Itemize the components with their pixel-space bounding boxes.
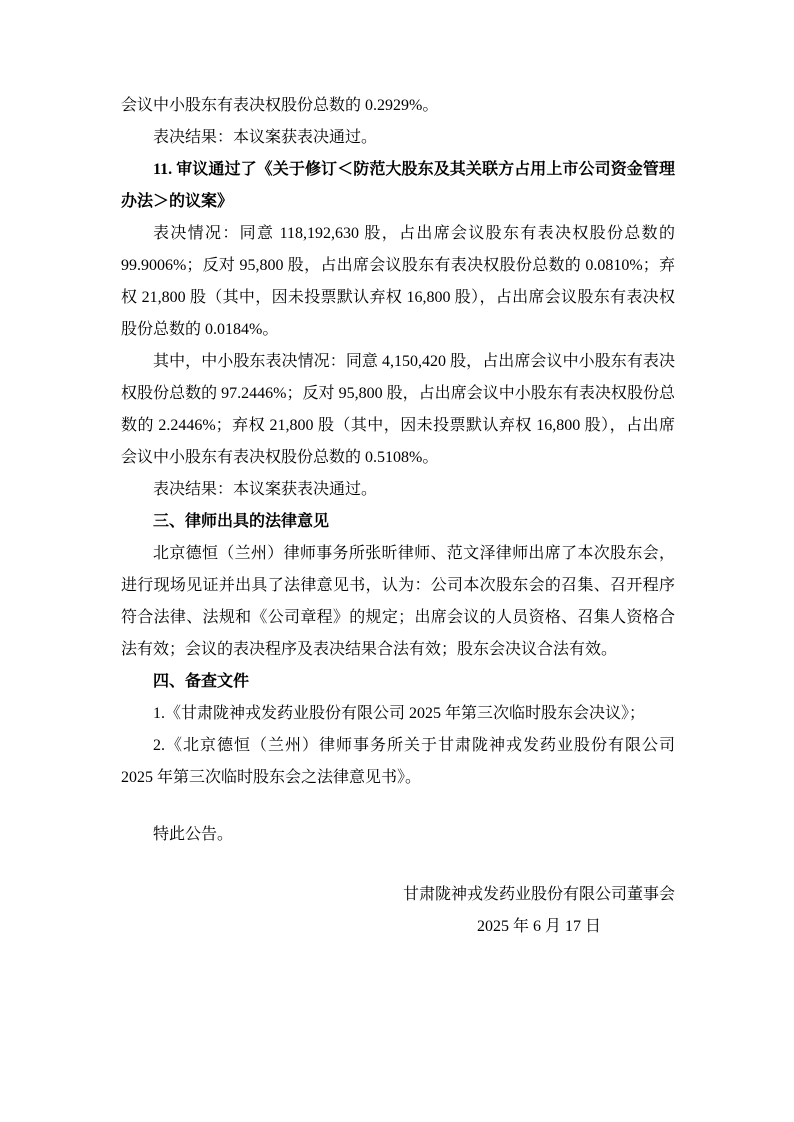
paragraph-closing-announcement: 特此公告。 [153,826,234,843]
signature-block [121,879,675,943]
paragraph-vote-details-all-shareholders: 表决情况：同意 118,192,630 股，占出席会议股东有表决权股份总数的 99.9006%；反对 95,800 股，占出席会议股东有表决权股份总数的 0.0810%；弃权 21,800 股（其中，因未投票默认弃权 16,800 股），占出席会议股东有表决权股份总数的 0.0184%。 [121,225,675,338]
paragraph-vote-details-minority-shareholders: 其中，中小股东表决情况：同意 4,150,420 股，占出席会议中小股东有表决权股份总数的 97.2446%；反对 95,800 股，占出席会议中小股东有表决权股份总数的 2.2446%；弃权 21,800 股（其中，因未投票默认弃权 16,800 股），占出席会议中小股东有表决权股份总数的 0.5108%。 [121,353,675,466]
paragraph-reference-document-2: 2.《北京德恒（兰州）律师事务所关于甘肃陇神戎发药业股份有限公司 2025 年第三次临时股东会之法律意见书》。 [121,737,675,786]
heading-section-4-reference-documents: 四、备查文件 [153,673,250,690]
paragraph-reference-document-1: 1.《甘肃陇神戎发药业股份有限公司 2025 年第三次临时股东会决议》； [153,705,646,722]
heading-proposal-11: 11. 审议通过了《关于修订＜防范大股东及其关联方占用上市公司资金管理办法＞的议案》 [121,161,675,210]
signature-company-name: 甘肃陇神戎发药业股份有限公司董事会 [402,886,675,903]
paragraph-minority-percentage-continuation: 会议中小股东有表决权股份总数的 0.2929%。 [121,97,439,114]
heading-section-3-legal-opinion: 三、律师出具的法律意见 [153,513,330,530]
paragraph-vote-result-line: 表决结果：本议案获表决通过。 [153,129,378,146]
signature-inner [403,879,675,943]
signature-date: 2025 年 6 月 17 日 [476,918,601,935]
paragraph-legal-opinion-body: 北京德恒（兰州）律师事务所张昕律师、范文泽律师出席了本次股东会，进行现场见证并出具了法律意见书，认为：公司本次股东会的召集、召开程序符合法律、法规和《公司章程》的规定；出席会议的人员资格、召集人资格合法有效；会议的表决程序及表决结果合法有效；股东会决议合法有效。 [121,545,675,658]
paragraph-vote-result-line-2: 表决结果：本议案获表决通过。 [153,481,378,498]
